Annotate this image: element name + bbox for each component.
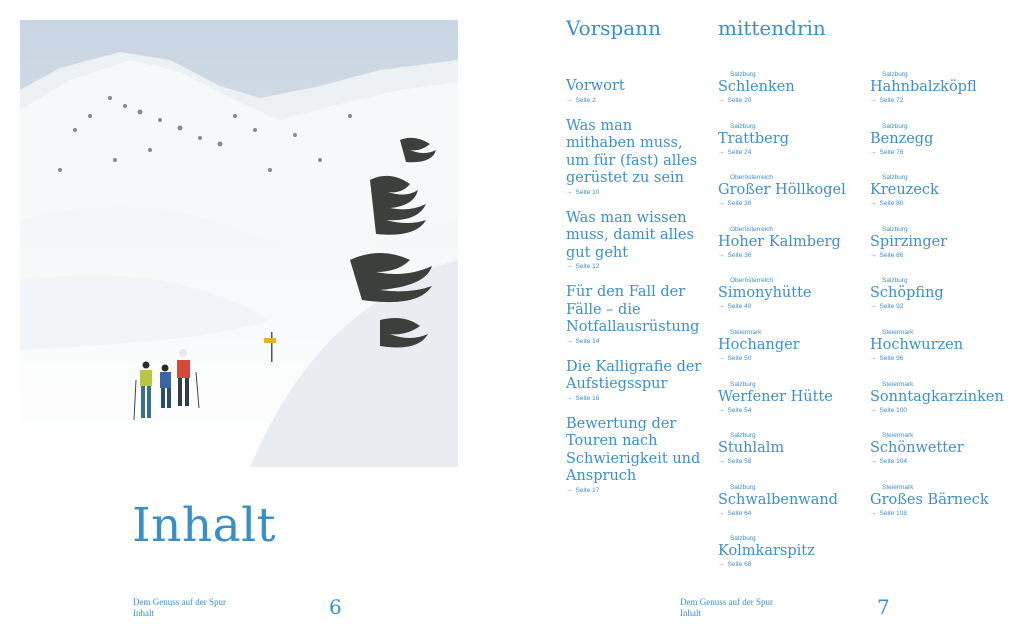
tour-page: → Seite 64 <box>718 509 752 517</box>
toc-entry-page: → Seite 17 <box>566 486 600 494</box>
footer-section: Inhalt <box>680 608 701 618</box>
tour-page: → Seite 40 <box>718 303 752 311</box>
tour-region: Salzburg <box>730 122 756 130</box>
tour-entry[interactable] <box>718 380 868 432</box>
right-footer <box>680 597 773 619</box>
left-footer <box>133 597 226 619</box>
arrow-icon: → <box>566 96 573 104</box>
arrow-icon: → <box>718 251 725 259</box>
tour-page: → Seite 80 <box>870 200 904 208</box>
tour-title: Großer Höllkogel <box>718 182 846 199</box>
tour-title: Schlenken <box>718 79 795 95</box>
tour-region: Oberösterreich <box>730 277 773 285</box>
toc-entry-title: Vorwort <box>566 78 625 94</box>
tour-page: → Seite 30 <box>718 200 752 208</box>
toc-entry-title: Was man mithaben muss, um für (fast) alles gerüstet zu sein <box>566 117 698 186</box>
tour-region: Salzburg <box>882 122 908 130</box>
arrow-icon: → <box>718 561 725 569</box>
arrow-icon: → <box>870 97 877 104</box>
tour-title: Schwalbenwand <box>718 491 838 508</box>
tour-title: Hoher Kalmberg <box>718 233 841 250</box>
tour-region: Steiermark <box>730 328 762 336</box>
toc-entry-page: → Seite 12 <box>566 263 600 270</box>
tour-page: → Seite 100 <box>870 406 907 414</box>
toc-entry-page: → Seite 2 <box>566 96 596 104</box>
tour-title: Kolmkarspitz <box>718 543 815 560</box>
tour-title: Hochwurzen <box>870 336 964 353</box>
tour-entry[interactable] <box>870 328 1020 380</box>
arrow-icon: → <box>566 188 573 196</box>
tour-entry[interactable] <box>870 276 1020 328</box>
arrow-icon: → <box>870 458 877 466</box>
arrow-icon: → <box>870 148 877 156</box>
tour-title: Hahnbalzköpfl <box>870 79 977 95</box>
mittendrin-heading: mittendrin <box>718 16 826 40</box>
tour-region: Oberösterreich <box>730 225 773 233</box>
vorspann-list <box>566 78 706 508</box>
arrow-icon: → <box>870 200 877 208</box>
toc-entry-title: Bewertung der Touren nach Schwierigkeit und Anspruch <box>566 415 701 484</box>
arrow-icon: → <box>870 509 877 517</box>
tour-title: Trattberg <box>718 130 789 147</box>
tour-title: Schöpfing <box>870 285 944 302</box>
tour-entry[interactable] <box>718 534 868 586</box>
tour-page: → Seite 68 <box>718 561 752 569</box>
page-title: Inhalt <box>132 498 277 553</box>
tour-page: → Seite 36 <box>718 251 752 259</box>
tour-page: → Seite 86 <box>870 251 904 259</box>
tour-region: Salzburg <box>730 535 756 543</box>
arrow-icon: → <box>718 200 725 208</box>
toc-entry[interactable] <box>566 284 706 346</box>
tour-page: → Seite 24 <box>718 148 752 156</box>
vorspann-heading: Vorspann <box>566 16 661 40</box>
tour-region: Steiermark <box>882 432 914 440</box>
arrow-icon: → <box>718 354 725 362</box>
toc-entry-title: Für den Fall der Fälle – die Notfallausrüstung <box>566 284 700 335</box>
arrow-icon: → <box>718 458 725 466</box>
tour-page: → Seite 96 <box>870 354 904 362</box>
tour-title: Benzegg <box>870 130 934 147</box>
tour-title: Werfener Hütte <box>718 388 833 405</box>
arrow-icon: → <box>718 97 725 104</box>
toc-entry[interactable] <box>566 78 706 105</box>
tour-region: Salzburg <box>730 483 756 491</box>
arrow-icon: → <box>870 406 877 414</box>
footer-book-title: Dem Genuss auf der Spur <box>133 597 226 607</box>
tour-region: Salzburg <box>730 71 756 78</box>
arrow-icon: → <box>566 486 573 494</box>
tour-entry[interactable] <box>718 70 868 122</box>
tour-title: Sonntagkarzinken <box>870 388 1004 405</box>
tour-region: Steiermark <box>882 328 914 336</box>
toc-entry[interactable] <box>566 359 706 403</box>
arrow-icon: → <box>870 251 877 259</box>
tour-region: Salzburg <box>882 277 908 285</box>
winter-landscape-image <box>20 20 458 467</box>
tour-region: Steiermark <box>882 380 914 388</box>
toc-entry-title: Was man wissen muss, damit alles gut geht <box>566 209 694 261</box>
tour-entry[interactable] <box>870 70 1020 122</box>
tour-entry[interactable] <box>870 173 1020 225</box>
tour-entry[interactable] <box>870 380 1020 432</box>
toc-entry[interactable] <box>566 118 706 197</box>
tour-page: → Seite 104 <box>870 458 907 466</box>
tour-entry[interactable] <box>718 483 868 535</box>
toc-entry[interactable] <box>566 416 706 495</box>
tour-region: Salzburg <box>730 380 756 388</box>
tour-page: → Seite 50 <box>718 354 752 362</box>
arrow-icon: → <box>566 263 573 270</box>
footer-section: Inhalt <box>133 608 154 618</box>
tour-entry[interactable] <box>870 225 1020 277</box>
tour-title: Großes Bärneck <box>870 491 989 508</box>
page-number-right: 7 <box>877 595 890 619</box>
tours-column-1 <box>718 70 868 586</box>
arrow-icon: → <box>718 406 725 414</box>
page-number-left: 6 <box>329 595 342 619</box>
tour-entry[interactable] <box>870 431 1020 483</box>
tour-region: Salzburg <box>882 174 908 182</box>
tour-entry[interactable] <box>718 276 868 328</box>
tour-title: Schönwetter <box>870 440 964 457</box>
tour-page: → Seite 92 <box>870 303 904 311</box>
toc-entry[interactable] <box>566 210 706 272</box>
footer-book-title: Dem Genuss auf der Spur <box>680 597 773 607</box>
arrow-icon: → <box>566 394 573 402</box>
tour-title: Simonyhütte <box>718 285 812 302</box>
tour-entry[interactable] <box>718 431 868 483</box>
toc-entry-page: → Seite 16 <box>566 394 600 402</box>
tour-entry[interactable] <box>718 225 868 277</box>
tour-entry[interactable] <box>870 483 1020 535</box>
tour-page: → Seite 108 <box>870 509 907 517</box>
arrow-icon: → <box>870 354 877 362</box>
tour-region: Oberösterreich <box>730 174 773 182</box>
arrow-icon: → <box>566 337 573 345</box>
arrow-icon: → <box>870 303 877 311</box>
tour-title: Stuhlalm <box>718 440 785 457</box>
tour-entry[interactable] <box>718 328 868 380</box>
arrow-icon: → <box>718 148 725 156</box>
tour-entry[interactable] <box>718 173 868 225</box>
cover-photo-ski-touring <box>20 20 458 467</box>
tour-region: Salzburg <box>730 432 756 440</box>
tour-page: → Seite 20 <box>718 97 752 104</box>
tour-title: Spirzinger <box>870 233 948 250</box>
tour-entry[interactable] <box>718 122 868 174</box>
tours-column-2 <box>870 70 1020 534</box>
tour-page: → Seite 54 <box>718 406 752 414</box>
tour-region: Steiermark <box>882 483 914 491</box>
toc-entry-title: Die Kalligrafie der Aufstiegsspur <box>566 358 702 392</box>
tour-title: Kreuzeck <box>870 182 939 199</box>
arrow-icon: → <box>718 303 725 311</box>
tour-region: Salzburg <box>882 71 908 78</box>
tour-title: Hochanger <box>718 336 800 353</box>
toc-entry-page: → Seite 10 <box>566 188 600 196</box>
toc-entry-page: → Seite 14 <box>566 337 600 345</box>
arrow-icon: → <box>718 509 725 517</box>
tour-page: → Seite 72 <box>870 97 904 104</box>
tour-entry[interactable] <box>870 122 1020 174</box>
tour-page: → Seite 58 <box>718 458 752 466</box>
tour-page: → Seite 76 <box>870 148 904 156</box>
tour-region: Salzburg <box>882 225 908 233</box>
